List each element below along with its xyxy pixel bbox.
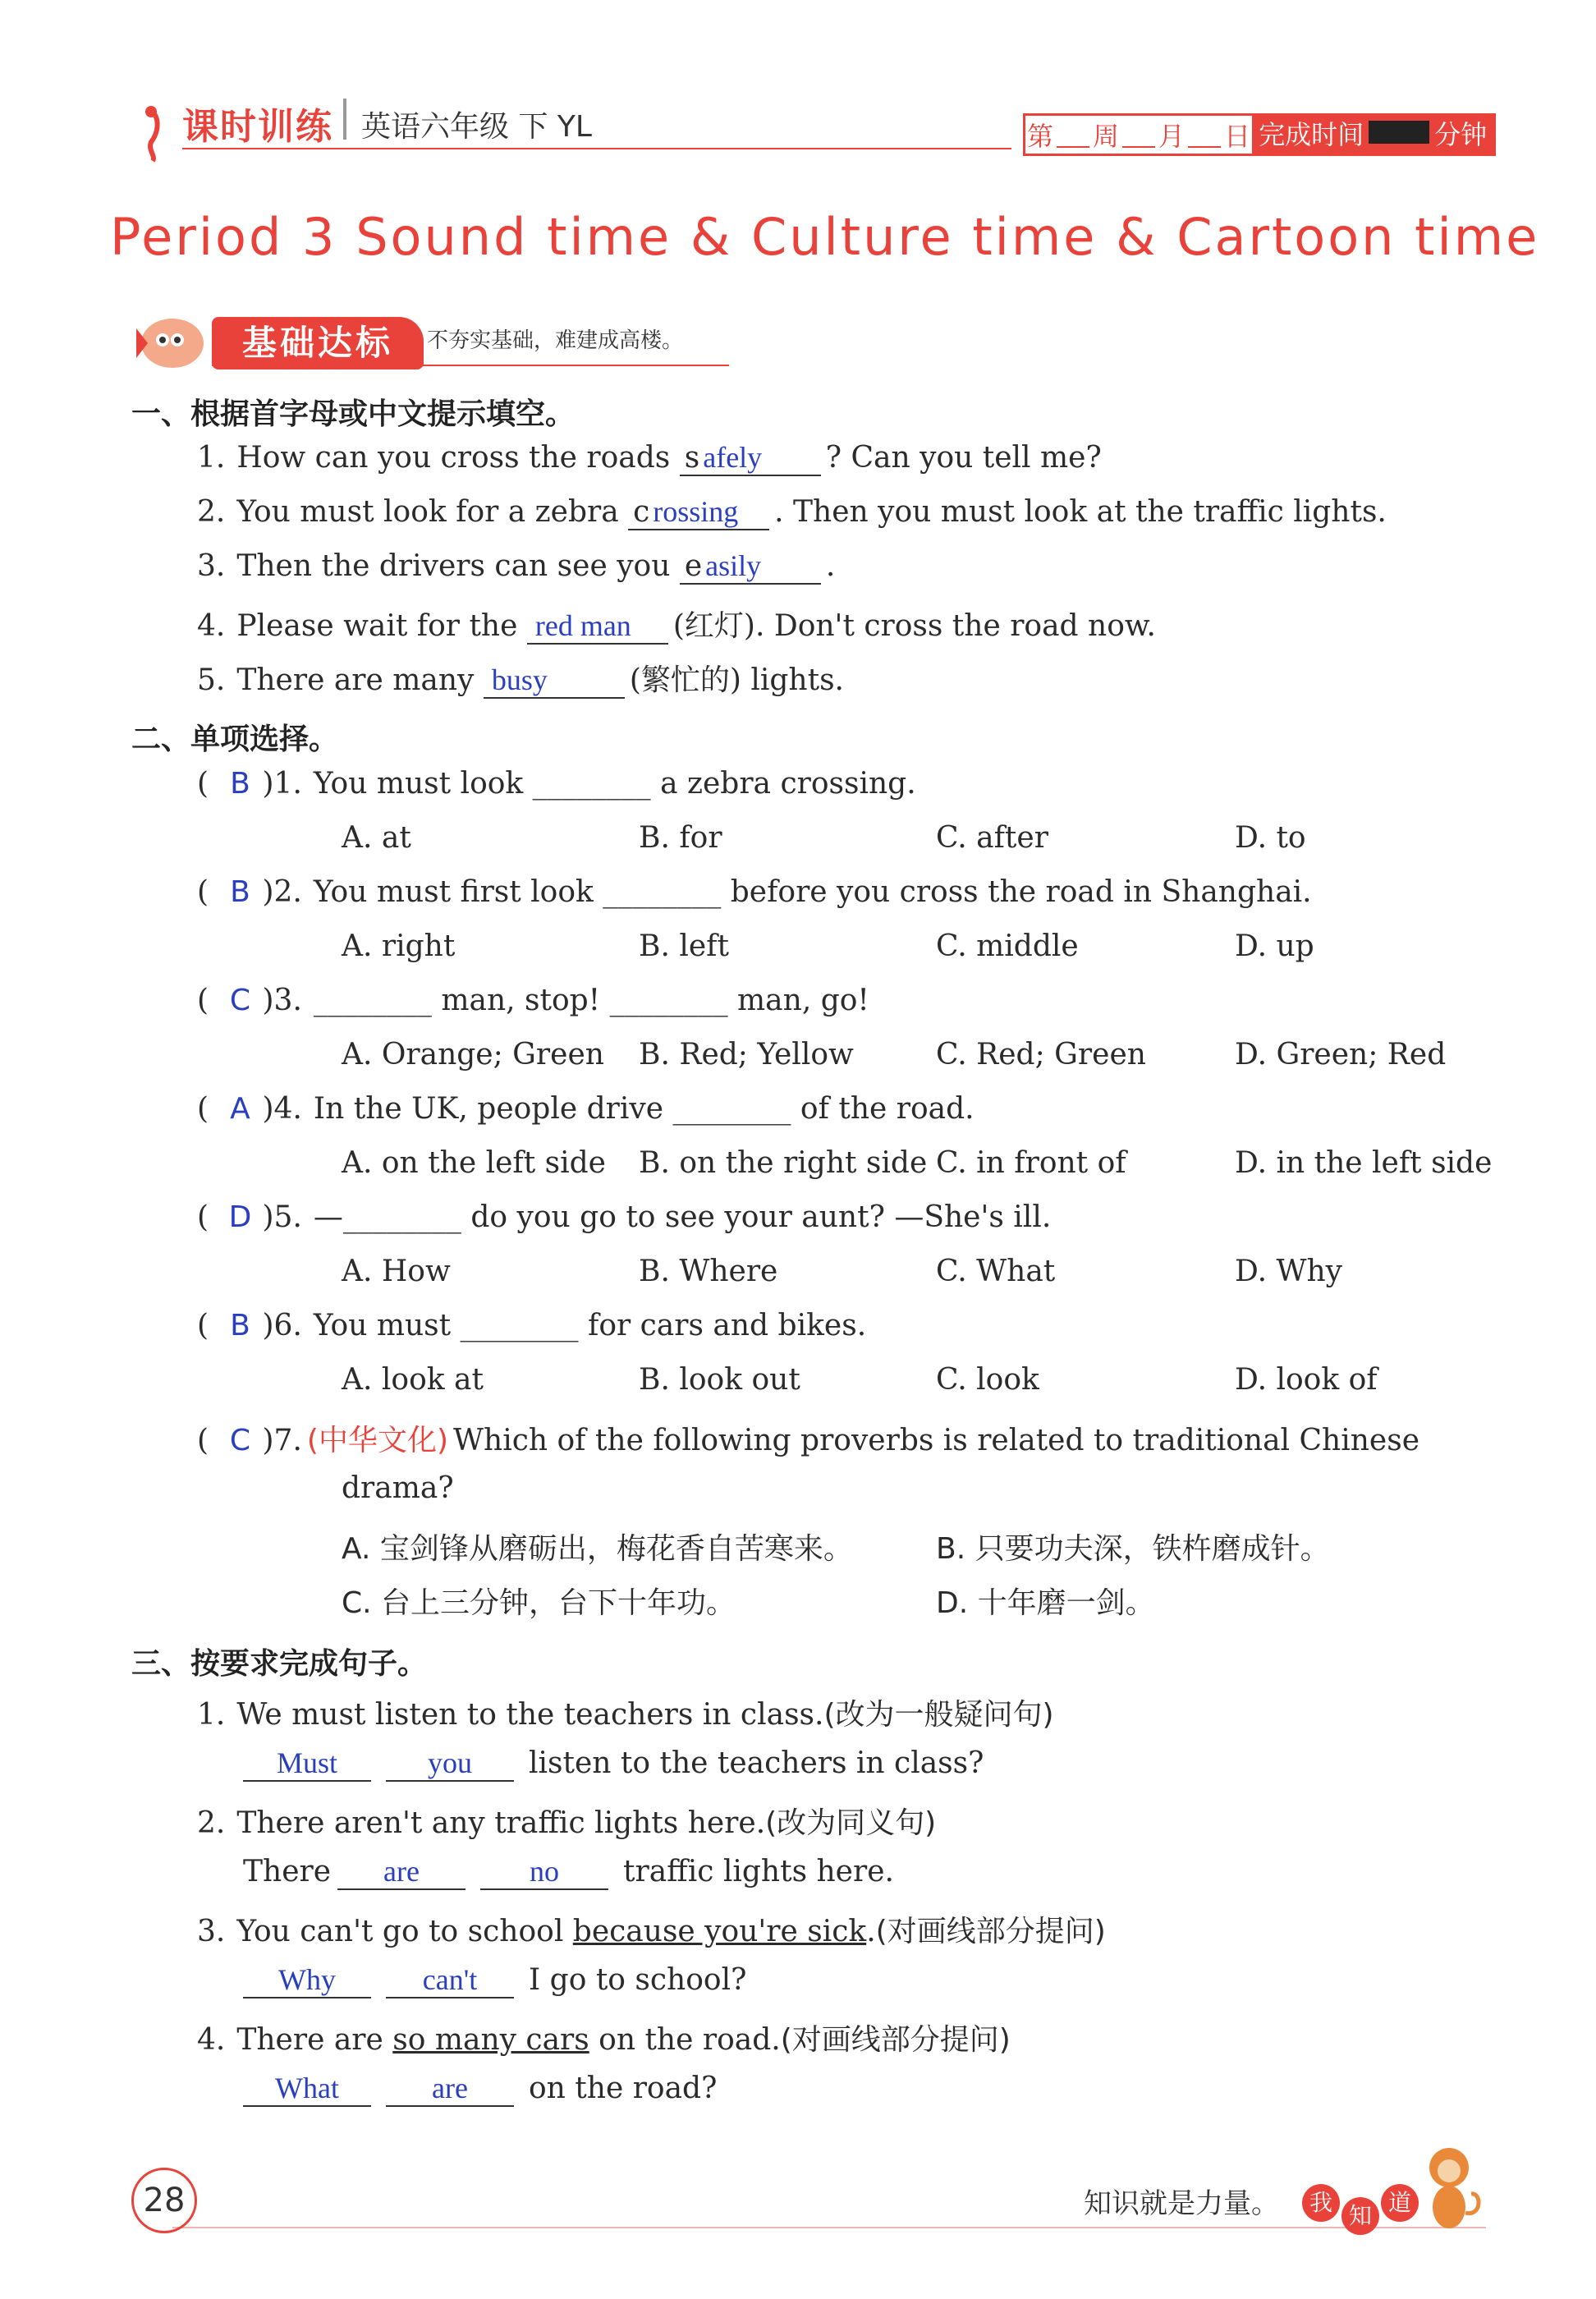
written-answer: Must bbox=[276, 1746, 338, 1779]
fill-item bbox=[197, 440, 1102, 476]
footer-motto: 知识就是力量。 bbox=[1084, 2187, 1279, 2220]
mc-question: ( B )6. You must ________ for cars and bikes. bbox=[197, 1309, 867, 1342]
section-badge: 基础达标 bbox=[212, 317, 424, 369]
option[interactable]: B. on the right side bbox=[639, 1146, 928, 1180]
rewrite-question bbox=[197, 2017, 1011, 2058]
answer-blank[interactable] bbox=[480, 1854, 608, 1890]
culture-tag: (中华文化) bbox=[306, 1424, 448, 1457]
badge-rule bbox=[212, 365, 729, 366]
option[interactable]: C. 台上三分钟，台下十年功。 bbox=[342, 1586, 736, 1620]
item-number: 3. bbox=[197, 1915, 226, 1948]
logo-char-1: 我 bbox=[1302, 2184, 1340, 2222]
answer-blank[interactable] bbox=[337, 1854, 466, 1890]
question-text: ________ man, stop! ________ man, go! bbox=[313, 984, 869, 1017]
option[interactable]: B. left bbox=[639, 929, 729, 963]
choice-answer: B bbox=[230, 1309, 250, 1342]
header-divider bbox=[343, 99, 346, 140]
mc-question: ( B )1. You must look ________ a zebra crossing. bbox=[197, 767, 916, 801]
question-number: )3. bbox=[262, 984, 302, 1017]
question-text: In the UK, people drive ________ of the road. bbox=[313, 1092, 975, 1126]
question-text-cont: drama? bbox=[342, 1471, 454, 1505]
item-text: . bbox=[825, 549, 836, 583]
question-text: There are bbox=[236, 2023, 393, 2057]
initial-letter: c bbox=[633, 495, 650, 529]
footer-rule bbox=[172, 2227, 1486, 2228]
item-text: ? Can you tell me? bbox=[825, 441, 1102, 475]
answer-blank[interactable] bbox=[243, 1962, 371, 1998]
option[interactable]: A. Orange; Green bbox=[342, 1038, 604, 1071]
logo-char-2: 知 bbox=[1341, 2197, 1379, 2235]
instruction-hint: (对画线部分提问) bbox=[780, 2023, 1011, 2057]
choice-answer: C bbox=[229, 1424, 251, 1457]
fill-item bbox=[197, 603, 1156, 645]
written-answer: rossing bbox=[653, 495, 739, 528]
question-text: We must listen to the teachers in class. bbox=[236, 1698, 824, 1732]
section1-heading: 一、根据首字母或中文提示填空。 bbox=[131, 397, 576, 431]
day-label: 日 bbox=[1224, 121, 1251, 152]
rewrite-question bbox=[197, 1908, 1106, 1950]
option[interactable]: C. after bbox=[936, 821, 1048, 855]
month-label: 月 bbox=[1158, 121, 1186, 152]
written-answer: busy bbox=[491, 663, 548, 696]
option[interactable]: A. look at bbox=[342, 1363, 484, 1397]
time-label: 完成时间 分钟 bbox=[1252, 116, 1493, 154]
option[interactable]: D. up bbox=[1235, 929, 1314, 963]
written-answer: What bbox=[275, 2072, 339, 2104]
written-answer: red man bbox=[534, 609, 631, 642]
item-number: 4. bbox=[197, 609, 226, 643]
option[interactable]: D. to bbox=[1235, 821, 1306, 855]
choice-answer: A bbox=[230, 1092, 250, 1126]
choice-answer: C bbox=[229, 984, 251, 1017]
option[interactable]: C. Red; Green bbox=[936, 1038, 1146, 1071]
option[interactable]: D. 十年磨一剑。 bbox=[936, 1586, 1155, 1620]
item-text: Please wait for the bbox=[236, 609, 518, 643]
answer-blank[interactable] bbox=[386, 1962, 514, 1998]
item-text: You must look for a zebra bbox=[236, 495, 619, 529]
subject-label: 英语六年级 下 YL bbox=[361, 110, 592, 144]
item-text: . Then you must look at the traffic lights. bbox=[774, 495, 1387, 529]
question-text: You must first look ________ before you cross the road in Shanghai. bbox=[313, 875, 1312, 909]
option[interactable]: A. How bbox=[342, 1255, 451, 1288]
question-text: There aren't any traffic lights here. bbox=[236, 1806, 766, 1840]
option[interactable]: D. Why bbox=[1235, 1255, 1342, 1288]
answer-prefix: There bbox=[243, 1855, 332, 1888]
fish-icon bbox=[130, 312, 212, 378]
question-number: )7. bbox=[262, 1424, 302, 1457]
item-number: 1. bbox=[197, 1698, 226, 1732]
option[interactable]: D. look of bbox=[1235, 1363, 1378, 1397]
fill-item bbox=[197, 494, 1387, 530]
option[interactable]: B. 只要功夫深，铁杵磨成针。 bbox=[936, 1532, 1330, 1566]
item-text: (红灯). Don't cross the road now. bbox=[672, 609, 1156, 643]
written-answer: are bbox=[432, 2072, 468, 2104]
option[interactable]: A. 宝剑锋从磨砺出，梅花香自苦寒来。 bbox=[342, 1532, 853, 1566]
question-number: )2. bbox=[262, 875, 302, 909]
written-answer: are bbox=[383, 1855, 420, 1888]
answer-line bbox=[243, 1962, 746, 1998]
item-number: 2. bbox=[197, 1806, 226, 1840]
choice-answer: D bbox=[228, 1200, 252, 1234]
week-label: 周 bbox=[1093, 121, 1120, 152]
question-text: . bbox=[866, 1915, 876, 1948]
week-blank bbox=[1057, 122, 1089, 148]
answer-line bbox=[243, 1854, 894, 1890]
date-box bbox=[1023, 113, 1496, 156]
written-answer: asily bbox=[705, 549, 762, 582]
option[interactable]: B. Where bbox=[639, 1255, 778, 1288]
answer-line bbox=[243, 1746, 984, 1782]
item-text: Then the drivers can see you bbox=[236, 549, 671, 583]
time-box bbox=[1369, 121, 1429, 144]
option[interactable]: B. Red; Yellow bbox=[639, 1038, 854, 1071]
page-number: 28 bbox=[131, 2168, 197, 2233]
item-text: There are many bbox=[236, 663, 475, 697]
initial-letter: s bbox=[684, 441, 700, 475]
day-blank bbox=[1188, 122, 1221, 148]
item-text: How can you cross the roads bbox=[236, 441, 671, 475]
header-mascot-icon bbox=[133, 105, 174, 166]
question-text: on the road. bbox=[589, 2023, 781, 2057]
instruction-hint: (改为同义句) bbox=[765, 1806, 937, 1840]
answer-blank[interactable] bbox=[243, 2071, 371, 2107]
item-text: (繁忙的) lights. bbox=[629, 663, 845, 697]
option[interactable]: C. look bbox=[936, 1363, 1039, 1397]
answer-blank[interactable] bbox=[484, 663, 625, 699]
question-text: Which of the following proverbs is related to traditional Chinese bbox=[453, 1424, 1420, 1457]
written-answer: no bbox=[530, 1855, 560, 1888]
series-title: 课时训练 bbox=[182, 106, 333, 148]
question-number: )4. bbox=[262, 1092, 302, 1126]
answer-blank[interactable] bbox=[680, 440, 821, 476]
instruction-hint: (改为一般疑问句) bbox=[823, 1698, 1054, 1732]
answer-blank[interactable] bbox=[386, 2071, 514, 2107]
answer-tail: listen to the teachers in class? bbox=[529, 1746, 984, 1780]
question-text: You can't go to school bbox=[236, 1915, 573, 1948]
initial-letter: e bbox=[684, 549, 703, 583]
question-number: )5. bbox=[262, 1200, 302, 1234]
item-number: 4. bbox=[197, 2023, 226, 2057]
choice-answer: B bbox=[230, 875, 250, 909]
month-blank bbox=[1122, 122, 1155, 148]
question-text: You must look ________ a zebra crossing. bbox=[313, 767, 916, 801]
item-number: 5. bbox=[197, 663, 226, 697]
underlined-text: because you're sick bbox=[572, 1915, 867, 1948]
answer-blank[interactable] bbox=[680, 548, 821, 585]
mc-question-7: ( C )7. (中华文化) Which of the following proverbs is related to traditional Chinese bbox=[197, 1424, 1420, 1457]
option[interactable]: D. Green; Red bbox=[1235, 1038, 1447, 1071]
answer-blank[interactable] bbox=[243, 1746, 371, 1782]
option[interactable]: B. for bbox=[639, 821, 722, 855]
answer-tail: on the road? bbox=[529, 2072, 718, 2105]
logo-char-3: 道 bbox=[1381, 2184, 1419, 2222]
answer-line bbox=[243, 2071, 717, 2107]
written-answer: Why bbox=[278, 1963, 336, 1996]
option[interactable]: A. right bbox=[342, 929, 456, 963]
rewrite-question bbox=[197, 1691, 1054, 1733]
question-text: —________ do you go to see your aunt? —She's ill. bbox=[313, 1200, 1052, 1234]
option[interactable]: B. look out bbox=[639, 1363, 800, 1397]
written-answer: afely bbox=[703, 441, 763, 474]
question-number: )1. bbox=[262, 767, 302, 801]
week-prefix: 第 bbox=[1027, 121, 1054, 152]
answer-blank[interactable] bbox=[386, 1746, 514, 1782]
monkey-icon bbox=[1412, 2143, 1486, 2237]
question-number: )6. bbox=[262, 1309, 302, 1342]
question-text: You must ________ for cars and bikes. bbox=[313, 1309, 867, 1342]
option[interactable]: A. on the left side bbox=[342, 1146, 606, 1180]
section2-heading: 二、单项选择。 bbox=[131, 723, 339, 756]
item-number: 3. bbox=[197, 549, 226, 583]
rewrite-question bbox=[197, 1800, 936, 1842]
choice-answer: B bbox=[230, 767, 250, 801]
mc-question: ( A )4. In the UK, people drive ________ of the road. bbox=[197, 1092, 975, 1126]
header-rule bbox=[182, 148, 1011, 149]
option[interactable]: A. at bbox=[342, 821, 411, 855]
option[interactable]: C. middle bbox=[936, 929, 1079, 963]
option[interactable]: C. in front of bbox=[936, 1146, 1126, 1180]
written-answer: you bbox=[428, 1746, 472, 1779]
written-answer: can't bbox=[422, 1963, 478, 1996]
fill-item bbox=[197, 548, 835, 585]
answer-tail: I go to school? bbox=[529, 1963, 747, 1997]
item-number: 1. bbox=[197, 441, 226, 475]
badge-tagline: 不夯实基础，难建成高楼。 bbox=[427, 328, 684, 353]
answer-tail: traffic lights here. bbox=[623, 1855, 894, 1888]
answer-blank[interactable] bbox=[527, 608, 668, 645]
mc-question: ( D )5. —________ do you go to see your aunt? —She's ill. bbox=[197, 1200, 1052, 1234]
item-number: 2. bbox=[197, 495, 226, 529]
answer-blank[interactable] bbox=[628, 494, 769, 530]
section3-heading: 三、按要求完成句子。 bbox=[131, 1647, 428, 1681]
instruction-hint: (对画线部分提问) bbox=[875, 1915, 1106, 1948]
option[interactable]: D. in the left side bbox=[1235, 1146, 1493, 1180]
fill-item bbox=[197, 657, 844, 699]
option[interactable]: C. What bbox=[936, 1255, 1056, 1288]
mc-question: ( C )3. ________ man, stop! ________ man, go! bbox=[197, 984, 869, 1017]
period-title: Period 3 Sound time & Culture time & Cartoon time bbox=[110, 207, 1540, 267]
mc-question: ( B )2. You must first look ________ before you cross the road in Shanghai. bbox=[197, 875, 1312, 909]
underlined-text: so many cars bbox=[392, 2023, 589, 2057]
